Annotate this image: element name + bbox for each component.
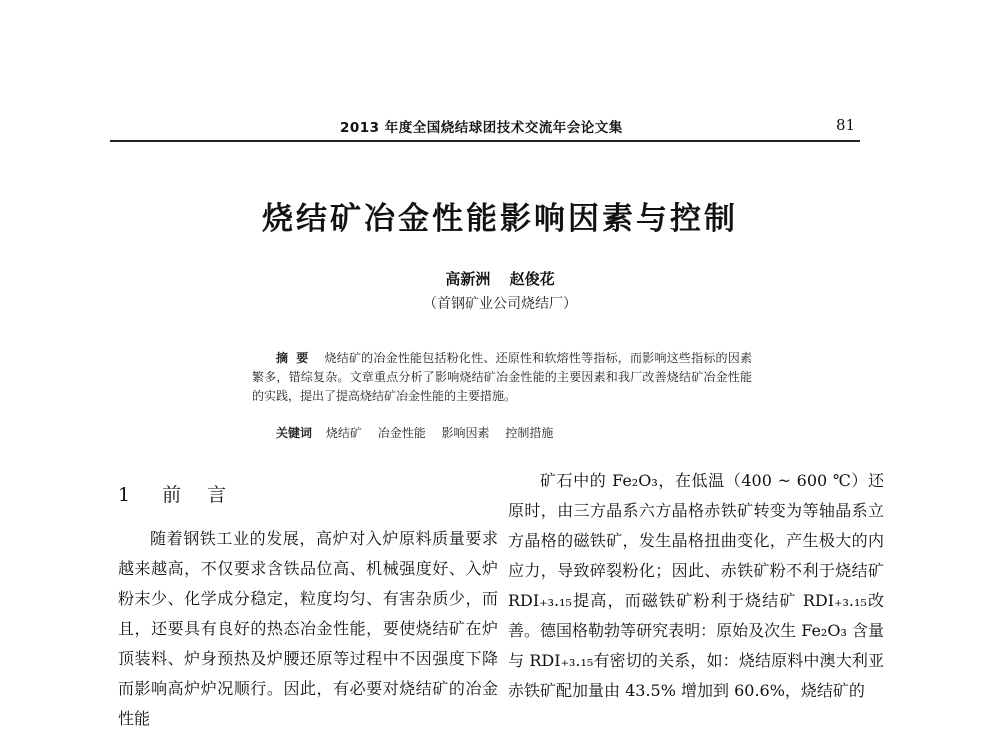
keyword: 控制措施 bbox=[505, 426, 554, 440]
keywords-label: 关键词 bbox=[276, 426, 313, 440]
abstract-text: 烧结矿的冶金性能包括粉化性、还原性和软熔性等指标，而影响这些指标的因素繁多，错综复杂。文章重点分析了影响烧结矿冶金性能的主要因素和我厂改善烧结矿冶金性能的实践，提出了提高烧结矿冶金性能的主要措施。 bbox=[252, 351, 752, 403]
keywords bbox=[276, 424, 756, 441]
keyword: 烧结矿 bbox=[325, 426, 362, 440]
journal-title: 2013 年度全国烧结球团技术交流年会论文集 bbox=[340, 120, 623, 136]
running-header bbox=[0, 100, 1000, 140]
authors: 高新洲 赵俊花 bbox=[445, 270, 555, 288]
right-column-paragraph: 矿石中的 Fe₂O₃，在低温（400 ~ 600 ℃）还原时，由三方晶系六方晶格赤铁矿转变为等轴晶系立方晶格的磁铁矿，发生晶格扭曲变化，产生极大的内应力，导致碎裂粉化；因此、赤铁矿粉不利于烧结矿 RDI₊₃.₁₅提高，而磁铁矿粉利于烧结矿 RDI₊₃.₁₅改善。德国格勒勃等研究表明：原始及次生 Fe₂O₃ 含量与 RDI₊₃.₁₅有密切的关系，如：烧结原料中澳大利亚赤铁矿配加量由 43.5% 增加到 60.6%，烧结矿的 bbox=[508, 471, 884, 700]
left-column-paragraph: 随着钢铁工业的发展，高炉对入炉原料质量要求越来越高，不仅要求含铁品位高、机械强度好、入炉粉末少、化学成分稳定，粒度均匀、有害杂质少，而且，还要具有良好的热态冶金性能，要使烧结矿在炉顶装料、炉身预热及炉腰还原等过程中不因强度下降而影响高炉炉况顺行。因此，有必要对烧结矿的冶金性能 bbox=[118, 529, 498, 728]
abstract-label: 摘要 bbox=[276, 351, 317, 365]
page-number: 81 bbox=[836, 116, 856, 134]
affiliation: （首钢矿业公司烧结厂） bbox=[423, 296, 577, 312]
section-number: 1 bbox=[118, 484, 133, 506]
section-title: 前言 bbox=[162, 484, 253, 506]
article-title: 烧结矿冶金性能影响因素与控制 bbox=[262, 201, 738, 237]
abstract bbox=[252, 349, 752, 406]
header-rule bbox=[110, 140, 860, 142]
section-heading bbox=[118, 480, 252, 507]
keyword: 冶金性能 bbox=[377, 426, 426, 440]
keyword: 影响因素 bbox=[441, 426, 490, 440]
